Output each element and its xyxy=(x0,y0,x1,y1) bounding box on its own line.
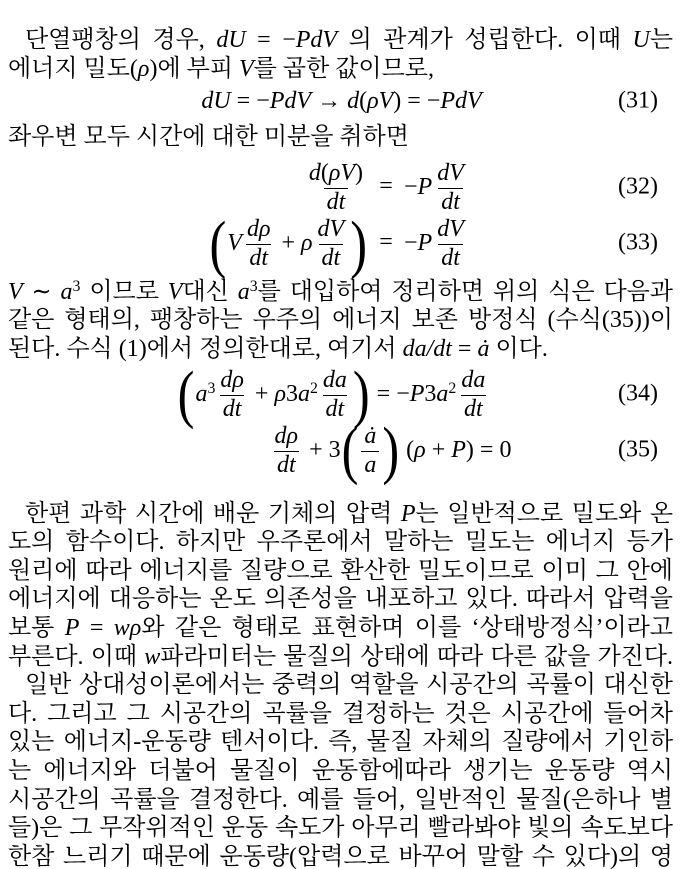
equation-number: (33) xyxy=(618,229,658,256)
equation-body: dU = −PdV → d(ρV) = −PdV xyxy=(201,88,482,115)
text-line: 시공간의 곡률을 결정한다. 예를 들어, 일반적인 물질(은하나 별 xyxy=(8,786,673,813)
text-line: 부른다. 이때 w파라미터는 물질의 상태에 따라 다른 값을 가진다. xyxy=(8,643,673,670)
paragraph-equation-of-state xyxy=(0,500,683,672)
text-line: 한참 느리기 때문에 운동량(압력으로 바꾸어 말할 수 있다)의 영 xyxy=(8,843,673,869)
text-line: 다. 그리고 그 시공간의 곡률을 결정하는 것은 시공간에 들어차 xyxy=(8,700,673,727)
equation-32 xyxy=(0,159,683,215)
text-line: 있는 에너지-운동량 텐서이다. 즉, 물질 자체의 질량에서 기인하 xyxy=(8,729,673,756)
equation-33 xyxy=(0,207,683,280)
equals-sign: = xyxy=(379,173,393,200)
text-line: 같은 형태의, 팽창하는 우주의 에너지 보존 방정식 (수식(35))이 xyxy=(8,307,673,334)
paragraph-general-relativity xyxy=(0,671,683,869)
text-line: 도의 함수이다. 하지만 우주론에서 말하는 밀도는 에너지 등가 xyxy=(8,529,673,556)
equation-35 xyxy=(0,414,683,487)
paragraph-derivative-intro xyxy=(0,123,683,152)
text-line: 들)은 그 무작위적인 운동 속도가 아무리 빨라봐야 빛의 속도보다 xyxy=(8,815,673,842)
equation-number: (35) xyxy=(618,436,658,463)
text-line: 원리에 따라 에너지를 질량으로 환산한 밀도이므로 이미 그 안에 xyxy=(8,557,673,584)
paragraph-substitution xyxy=(0,278,683,364)
equation-rhs: −P $\frac{dV}{dt}$ xyxy=(404,216,464,271)
equation-body: ($a^3$ $\frac{d\rho}{dt}$ + $\rho 3a^2$ $\frac{da}{dt}$ ) = $-P3a^2$ $\frac{da}{dt}$ xyxy=(177,358,486,431)
equation-number: (31) xyxy=(618,87,658,114)
text-line: 보통 P = wρ와 같은 형태로 표현하며 이를 ‘상태방정식’이라고 xyxy=(8,614,673,641)
equation-number: (34) xyxy=(618,380,658,407)
text-line: 좌우변 모두 시간에 대한 미분을 취하면 xyxy=(8,124,409,151)
text-line: 한편 과학 시간에 배운 기체의 압력 P는 일반적으로 밀도와 온 xyxy=(25,500,674,527)
equation-lhs: (V $\frac{d\rho}{dt}$ + ρ $\frac{dV}{dt}$ ) xyxy=(209,207,367,280)
text-line: 에너지 밀도(ρ)에 부피 V를 곱한 값이므로, xyxy=(8,55,434,82)
equation-body: $\frac{d\rho}{dt}$ + 3( $\frac{ȧ}{a}$ ) (ρ + P) = 0 xyxy=(274,414,512,487)
equation-lhs: $\frac{d(\rho V)}{dt}$ xyxy=(308,160,363,215)
text-line: 에너지에 대응하는 온도 의존성을 내포하고 있다. 따라서 압력을 xyxy=(8,586,673,613)
aligned-equations-32-33 xyxy=(0,159,683,280)
text-line: 단열팽창의 경우, dU = −PdV 의 관계가 성립한다. 이때 U는 xyxy=(25,27,673,53)
equation-number: (32) xyxy=(618,173,658,200)
equation-rhs: −P $\frac{dV}{dt}$ xyxy=(404,160,464,215)
paragraph-adiabatic-expansion xyxy=(0,26,683,83)
text-line: 된다. 수식 (1)에서 정의한대로, 여기서 da/dt = ȧ 이다. xyxy=(8,335,548,362)
text-line: V ∼ $a^3$ 이므로 V대신 $a^3$를 대입하여 정리하면 위의 식은 다음과 xyxy=(8,277,673,305)
equation-31 xyxy=(0,86,683,116)
text-line: 일반 상대성이론에서는 중력의 역할을 시공간의 곡률이 대신한 xyxy=(25,672,673,699)
text-line: 는 에너지와 더불어 물질이 운동함에따라 생기는 운동량 역시 xyxy=(8,757,673,784)
equals-sign: = xyxy=(379,229,393,256)
